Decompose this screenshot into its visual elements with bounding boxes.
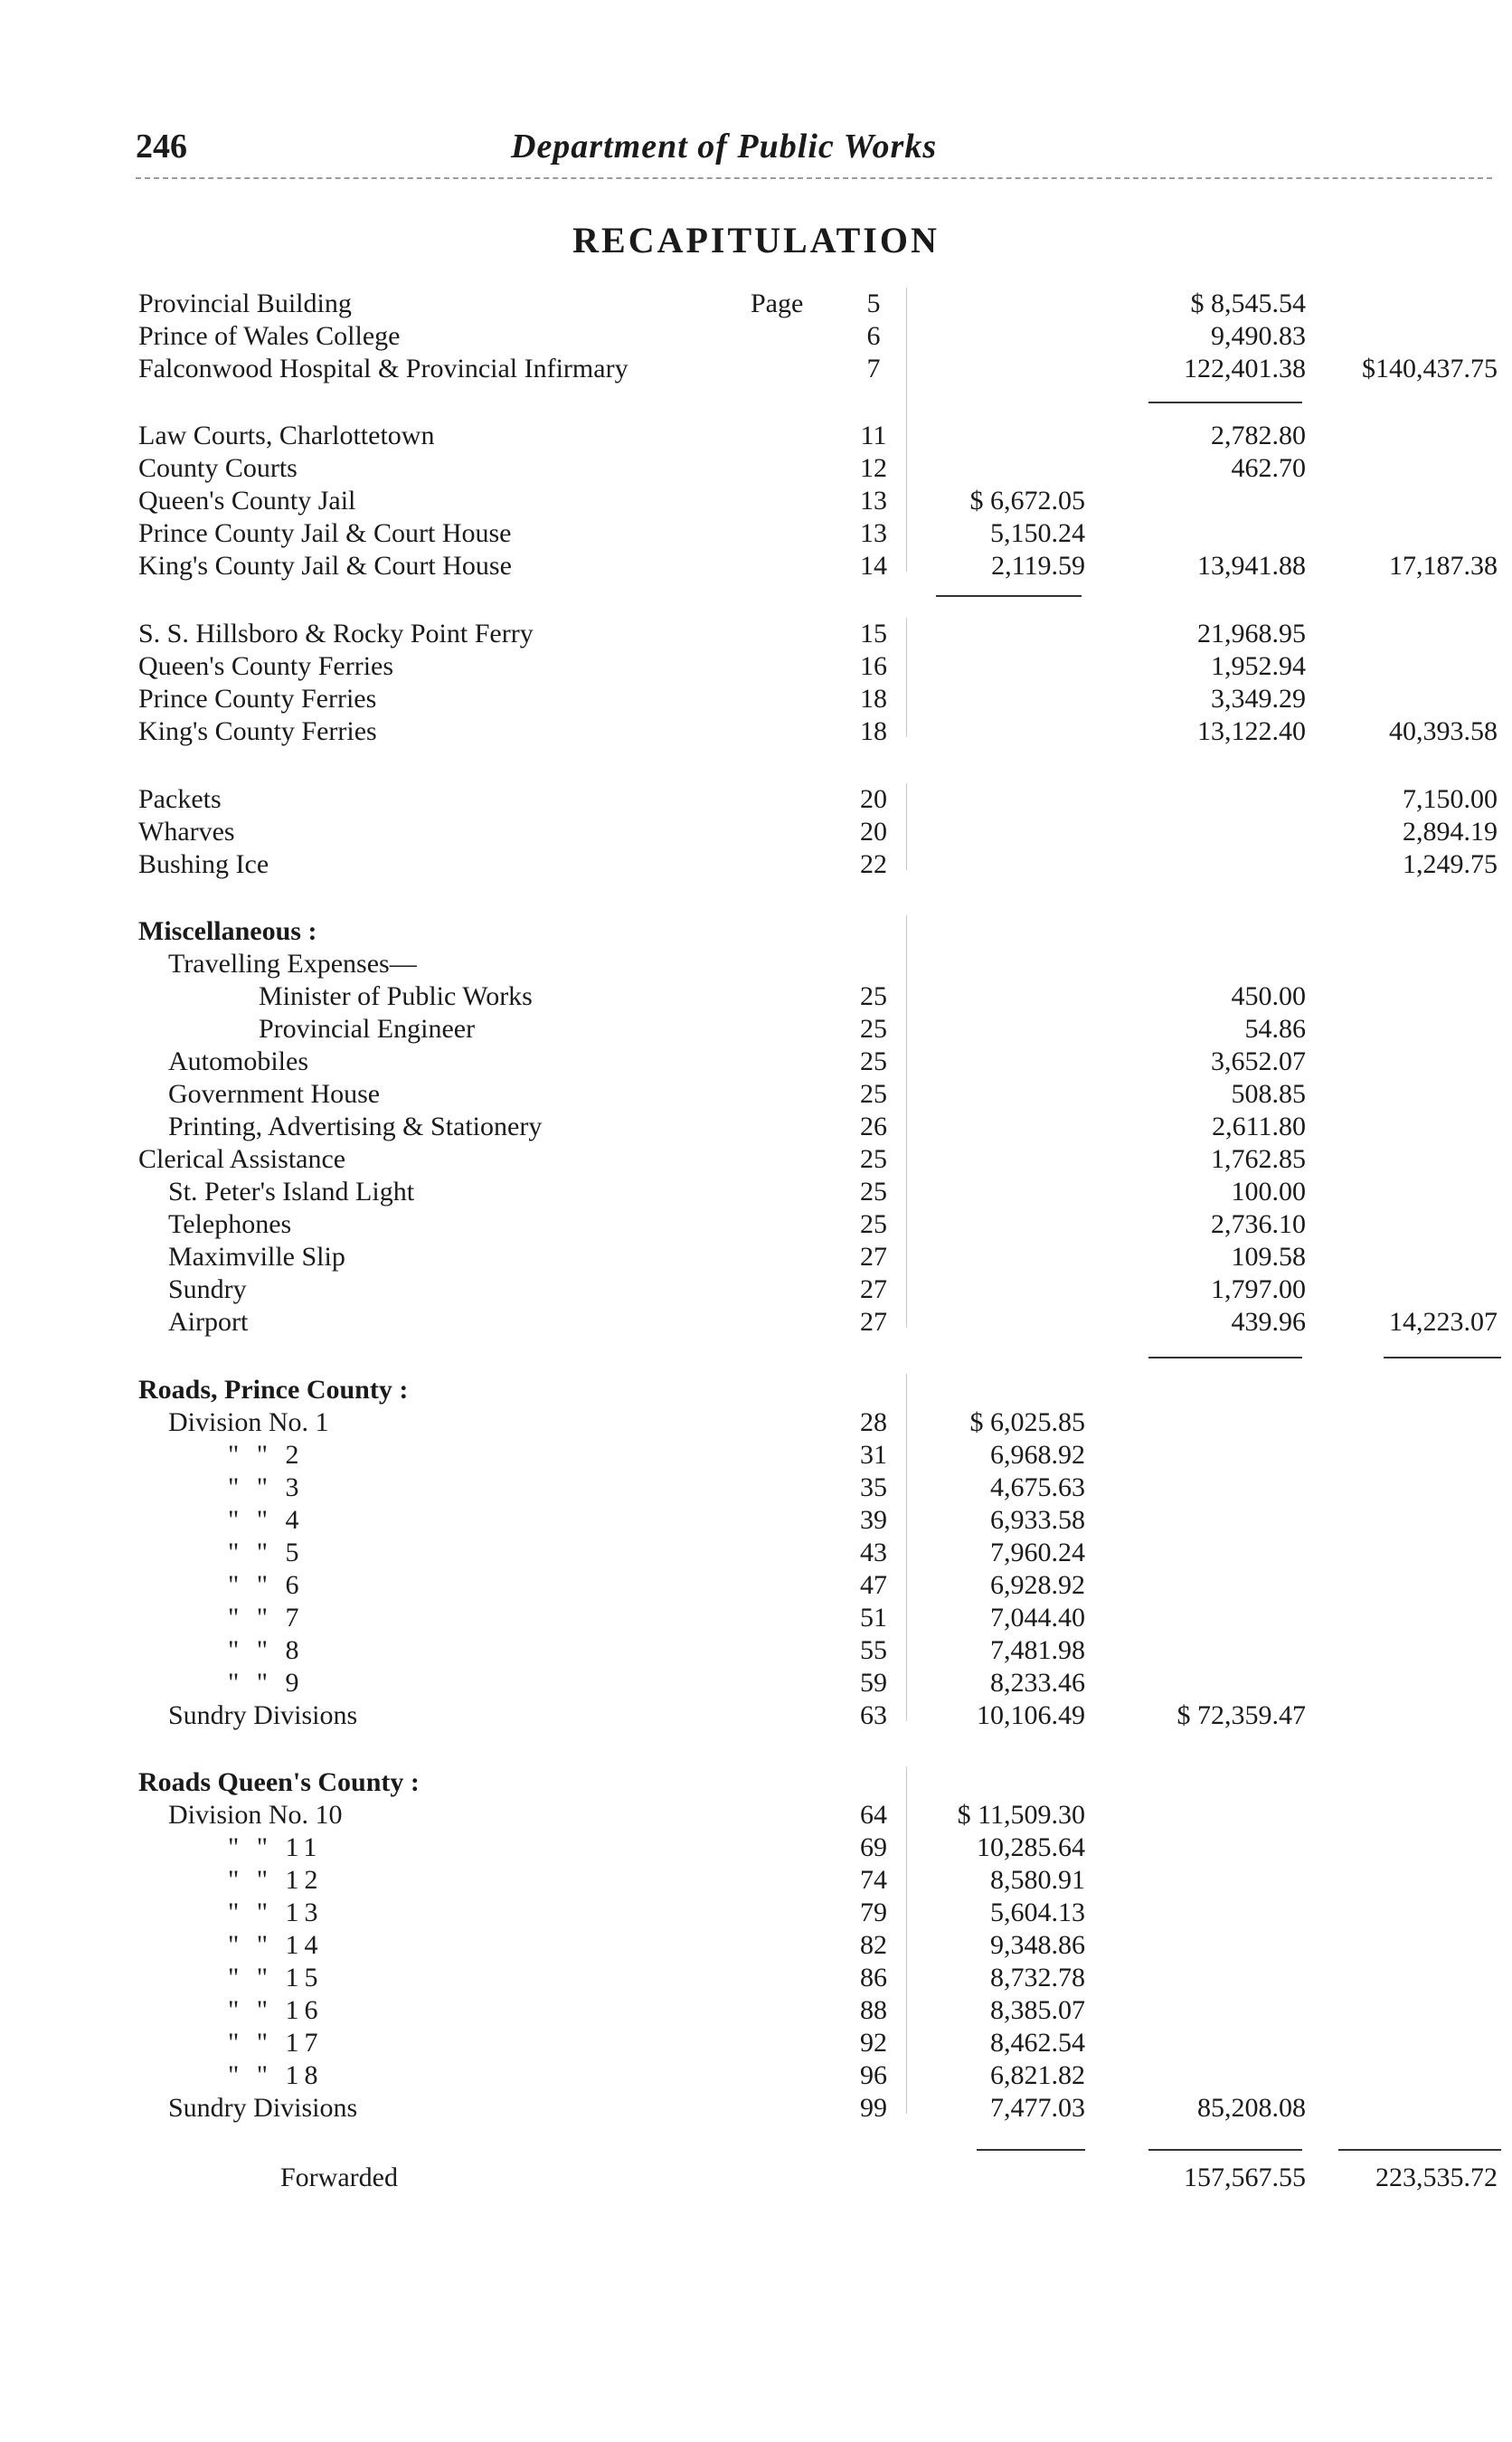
page-reference: 27 [860, 1242, 887, 1272]
page-reference: 14 [860, 551, 887, 581]
amount-subitem: 7,477.03 [990, 2093, 1085, 2123]
row-label: Packets [138, 784, 222, 814]
amount-item: 13,122.40 [1197, 716, 1306, 746]
table-row [0, 1208, 1512, 1245]
amount-total: 223,535.72 [1375, 2163, 1498, 2192]
page-reference: 11 [860, 421, 887, 450]
column-divider [906, 1374, 907, 1721]
page-reference: 25 [860, 1079, 887, 1109]
page-reference: 59 [860, 1668, 887, 1698]
row-label: Queen's County Jail [138, 486, 356, 516]
page-heading: Page [751, 289, 804, 318]
sum-rule [1148, 2149, 1302, 2151]
amount-subitem: 10,106.49 [977, 1700, 1085, 1730]
table-row [0, 683, 1512, 719]
page-reference: 18 [860, 684, 887, 714]
table-row [0, 1143, 1512, 1179]
row-label: St. Peter's Island Light [168, 1177, 415, 1207]
row-label: Forwarded [280, 2163, 398, 2192]
table-row [0, 550, 1512, 586]
amount-subitem: 9,348.86 [990, 1930, 1085, 1960]
row-label: " " 9 [228, 1668, 305, 1698]
row-label: S. S. Hillsboro & Rocky Point Ferry [138, 619, 534, 648]
row-label: Government House [168, 1079, 381, 1109]
amount-subitem: 5,604.13 [990, 1898, 1085, 1927]
amount-item: 85,208.08 [1197, 2093, 1306, 2123]
row-label: Provincial Building [138, 289, 352, 318]
table-row [0, 1472, 1512, 1508]
page-reference: 27 [860, 1274, 887, 1304]
row-label: " " 5 [228, 1538, 305, 1567]
table-row [0, 288, 1512, 324]
table-row [0, 320, 1512, 356]
row-label: " " 8 [228, 1635, 305, 1665]
amount-item: 54.86 [1244, 1014, 1306, 1044]
page-reference: 20 [860, 817, 887, 847]
page-reference: 7 [866, 354, 881, 383]
row-label: Travelling Expenses— [168, 949, 417, 979]
row-label: Division No. 10 [168, 1800, 343, 1830]
amount-subitem: 7,481.98 [990, 1635, 1085, 1665]
row-label: Minister of Public Works [259, 981, 533, 1011]
table-row [0, 1832, 1512, 1868]
amount-subitem: 6,933.58 [990, 1505, 1085, 1535]
table-row [0, 618, 1512, 654]
table-row [0, 1111, 1512, 1147]
row-label: Falconwood Hospital & Provincial Infirmary [138, 354, 628, 383]
table-row [0, 980, 1512, 1017]
amount-subitem: 8,233.46 [990, 1668, 1085, 1698]
table-row [0, 517, 1512, 554]
page-reference: 39 [860, 1505, 887, 1535]
page-reference: 12 [860, 453, 887, 483]
amount-subitem: 2,119.59 [991, 551, 1085, 581]
table-row [0, 1537, 1512, 1573]
amount-item: 2,782.80 [1211, 421, 1306, 450]
column-divider [906, 783, 907, 870]
amount-total: 40,393.58 [1389, 716, 1498, 746]
row-label: " " 3 [228, 1472, 305, 1502]
row-label: Prince of Wales College [138, 321, 401, 351]
sum-rule [1338, 2149, 1501, 2151]
amount-subitem: 8,462.54 [990, 2028, 1085, 2058]
amount-subitem: $ 6,025.85 [969, 1407, 1085, 1437]
row-label: Miscellaneous : [138, 916, 317, 946]
table-row [0, 1667, 1512, 1703]
amount-total: 14,223.07 [1389, 1307, 1498, 1337]
table-row [0, 1864, 1512, 1900]
column-divider [906, 288, 907, 572]
row-label: " " 16 [228, 1995, 324, 2025]
amount-item: 508.85 [1231, 1079, 1306, 1109]
page-reference: 25 [860, 1209, 887, 1239]
amount-subitem: 7,044.40 [990, 1603, 1085, 1633]
table-row [0, 452, 1512, 488]
row-label: " " 14 [228, 1930, 324, 1960]
row-label: " " 4 [228, 1505, 305, 1535]
row-label: " " 12 [228, 1865, 324, 1895]
sum-rule [1384, 1357, 1501, 1358]
page-reference: 35 [860, 1472, 887, 1502]
amount-total: 7,150.00 [1403, 784, 1498, 814]
page-reference: 25 [860, 1144, 887, 1174]
table-row [0, 485, 1512, 521]
row-label: " " 6 [228, 1570, 305, 1600]
page-reference: 31 [860, 1440, 887, 1470]
page-reference: 51 [860, 1603, 887, 1633]
page-reference: 63 [860, 1700, 887, 1730]
table-row [0, 1799, 1512, 1835]
page-reference: 69 [860, 1832, 887, 1862]
row-label: Maximville Slip [168, 1242, 345, 1272]
page-reference: 88 [860, 1995, 887, 2025]
page-reference: 74 [860, 1865, 887, 1895]
row-label: King's County Ferries [138, 716, 377, 746]
page-reference: 13 [860, 486, 887, 516]
amount-item: 100.00 [1231, 1177, 1306, 1207]
row-label: Printing, Advertising & Stationery [168, 1112, 543, 1141]
page-reference: 15 [860, 619, 887, 648]
amount-total: 17,187.38 [1389, 551, 1498, 581]
amount-subitem: 6,968.92 [990, 1440, 1085, 1470]
row-label: Roads Queen's County : [138, 1767, 420, 1797]
page-reference: 25 [860, 981, 887, 1011]
table-row [0, 1994, 1512, 2030]
page-reference: 27 [860, 1307, 887, 1337]
amount-subitem: $ 11,509.30 [957, 1800, 1085, 1830]
table-row [0, 1504, 1512, 1540]
table-row [0, 715, 1512, 752]
row-label: Law Courts, Charlottetown [138, 421, 435, 450]
table-row [0, 783, 1512, 819]
page-reference: 25 [860, 1014, 887, 1044]
page-reference: 22 [860, 849, 887, 879]
row-label: King's County Jail & Court House [138, 551, 512, 581]
page-reference: 82 [860, 1930, 887, 1960]
row-label: " " 2 [228, 1440, 305, 1470]
row-label: Clerical Assistance [138, 1144, 346, 1174]
page-reference: 99 [860, 2093, 887, 2123]
row-label: " " 17 [228, 2028, 324, 2058]
amount-item: 157,567.55 [1184, 2163, 1306, 2192]
amount-item: 9,490.83 [1211, 321, 1306, 351]
page-reference: 16 [860, 651, 887, 681]
amount-item: 2,611.80 [1212, 1112, 1306, 1141]
table-row [0, 2092, 1512, 2128]
table-row [0, 948, 1512, 984]
row-label: County Courts [138, 453, 298, 483]
table-row [0, 1078, 1512, 1114]
amount-total: $140,437.75 [1362, 354, 1498, 383]
amount-item: 3,652.07 [1211, 1046, 1306, 1076]
table-row [0, 650, 1512, 686]
amount-subitem: 6,821.82 [990, 2060, 1085, 2090]
table-row [0, 1241, 1512, 1277]
amount-item: 439.96 [1231, 1307, 1306, 1337]
amount-subitem: 4,675.63 [990, 1472, 1085, 1502]
amount-item: 1,952.94 [1211, 651, 1306, 681]
section-title: RECAPITULATION [572, 220, 940, 260]
amount-subitem: $ 6,672.05 [969, 486, 1085, 516]
page-reference: 64 [860, 1800, 887, 1830]
page-reference: 26 [860, 1112, 887, 1141]
amount-item: $ 72,359.47 [1177, 1700, 1306, 1730]
amount-total: 1,249.75 [1403, 849, 1498, 879]
page-reference: 5 [866, 289, 881, 318]
amount-item: 122,401.38 [1184, 354, 1306, 383]
row-label: " " 13 [228, 1898, 324, 1927]
row-label: Automobiles [168, 1046, 308, 1076]
row-label: Queen's County Ferries [138, 651, 394, 681]
amount-subitem: 5,150.24 [990, 518, 1085, 548]
table-row [0, 1439, 1512, 1475]
page-reference: 20 [860, 784, 887, 814]
table-row [0, 353, 1512, 389]
table-row [0, 1897, 1512, 1933]
page-reference: 43 [860, 1538, 887, 1567]
sum-rule [1148, 402, 1302, 403]
amount-item: 109.58 [1231, 1242, 1306, 1272]
row-label: Sundry Divisions [168, 1700, 358, 1730]
table-row [0, 1634, 1512, 1671]
page-reference: 79 [860, 1898, 887, 1927]
page-reference: 13 [860, 518, 887, 548]
row-label: Airport [168, 1307, 249, 1337]
amount-item: 2,736.10 [1211, 1209, 1306, 1239]
page-reference: 96 [860, 2060, 887, 2090]
page-reference: 25 [860, 1046, 887, 1076]
table-row [0, 1766, 1512, 1803]
amount-item: 1,797.00 [1211, 1274, 1306, 1304]
column-divider [906, 1766, 907, 2114]
table-row [0, 1046, 1512, 1082]
row-label: Sundry Divisions [168, 2093, 358, 2123]
sum-rule [977, 2149, 1085, 2151]
table-row [0, 1306, 1512, 1342]
row-label: Provincial Engineer [259, 1014, 476, 1044]
table-row [0, 1176, 1512, 1212]
table-row [0, 1962, 1512, 1998]
row-label: Telephones [168, 1209, 292, 1239]
amount-subitem: 6,928.92 [990, 1570, 1085, 1600]
page-reference: 6 [866, 321, 881, 351]
page-reference: 55 [860, 1635, 887, 1665]
amount-item: 13,941.88 [1197, 551, 1306, 581]
column-divider [906, 618, 907, 737]
page-reference: 25 [860, 1177, 887, 1207]
table-row [0, 1929, 1512, 1965]
page-reference: 28 [860, 1407, 887, 1437]
amount-subitem: 8,732.78 [990, 1963, 1085, 1992]
row-label: Prince County Jail & Court House [138, 518, 512, 548]
amount-total: 2,894.19 [1403, 817, 1498, 847]
running-title: Department of Public Works [511, 128, 938, 166]
amount-item: 1,762.85 [1211, 1144, 1306, 1174]
sum-rule [1148, 1357, 1302, 1358]
page-reference: 86 [860, 1963, 887, 1992]
table-row [0, 1569, 1512, 1605]
page-number: 246 [136, 128, 187, 166]
table-row [0, 420, 1512, 456]
table-row [0, 915, 1512, 951]
table-row [0, 2059, 1512, 2096]
row-label: " " 11 [228, 1832, 323, 1862]
row-label: Sundry [168, 1274, 247, 1304]
amount-subitem: 10,285.64 [977, 1832, 1085, 1862]
row-label: " " 7 [228, 1603, 305, 1633]
table-row [0, 848, 1512, 885]
table-row [0, 1273, 1512, 1310]
page-reference: 18 [860, 716, 887, 746]
table-row [0, 1013, 1512, 1049]
table-row [0, 2162, 1512, 2198]
row-label: Bushing Ice [138, 849, 269, 879]
table-row [0, 816, 1512, 852]
table-row [0, 2027, 1512, 2063]
amount-subitem: 8,580.91 [990, 1865, 1085, 1895]
row-label: " " 15 [228, 1963, 324, 1992]
row-label: Division No. 1 [168, 1407, 329, 1437]
page-reference: 47 [860, 1570, 887, 1600]
table-row [0, 1374, 1512, 1410]
row-label: Prince County Ferries [138, 684, 377, 714]
amount-item: 462.70 [1231, 453, 1306, 483]
column-divider [906, 915, 907, 1328]
amount-item: 450.00 [1231, 981, 1306, 1011]
amount-item: $ 8,545.54 [1190, 289, 1306, 318]
amount-subitem: 7,960.24 [990, 1538, 1085, 1567]
row-label: Wharves [138, 817, 235, 847]
amount-item: 3,349.29 [1211, 684, 1306, 714]
table-row [0, 1602, 1512, 1638]
page-reference: 92 [860, 2028, 887, 2058]
amount-item: 21,968.95 [1197, 619, 1306, 648]
table-row [0, 1699, 1512, 1736]
sum-rule [936, 595, 1082, 597]
row-label: " " 18 [228, 2060, 324, 2090]
table-row [0, 1406, 1512, 1443]
row-label: Roads, Prince County : [138, 1375, 409, 1405]
amount-subitem: 8,385.07 [990, 1995, 1085, 2025]
